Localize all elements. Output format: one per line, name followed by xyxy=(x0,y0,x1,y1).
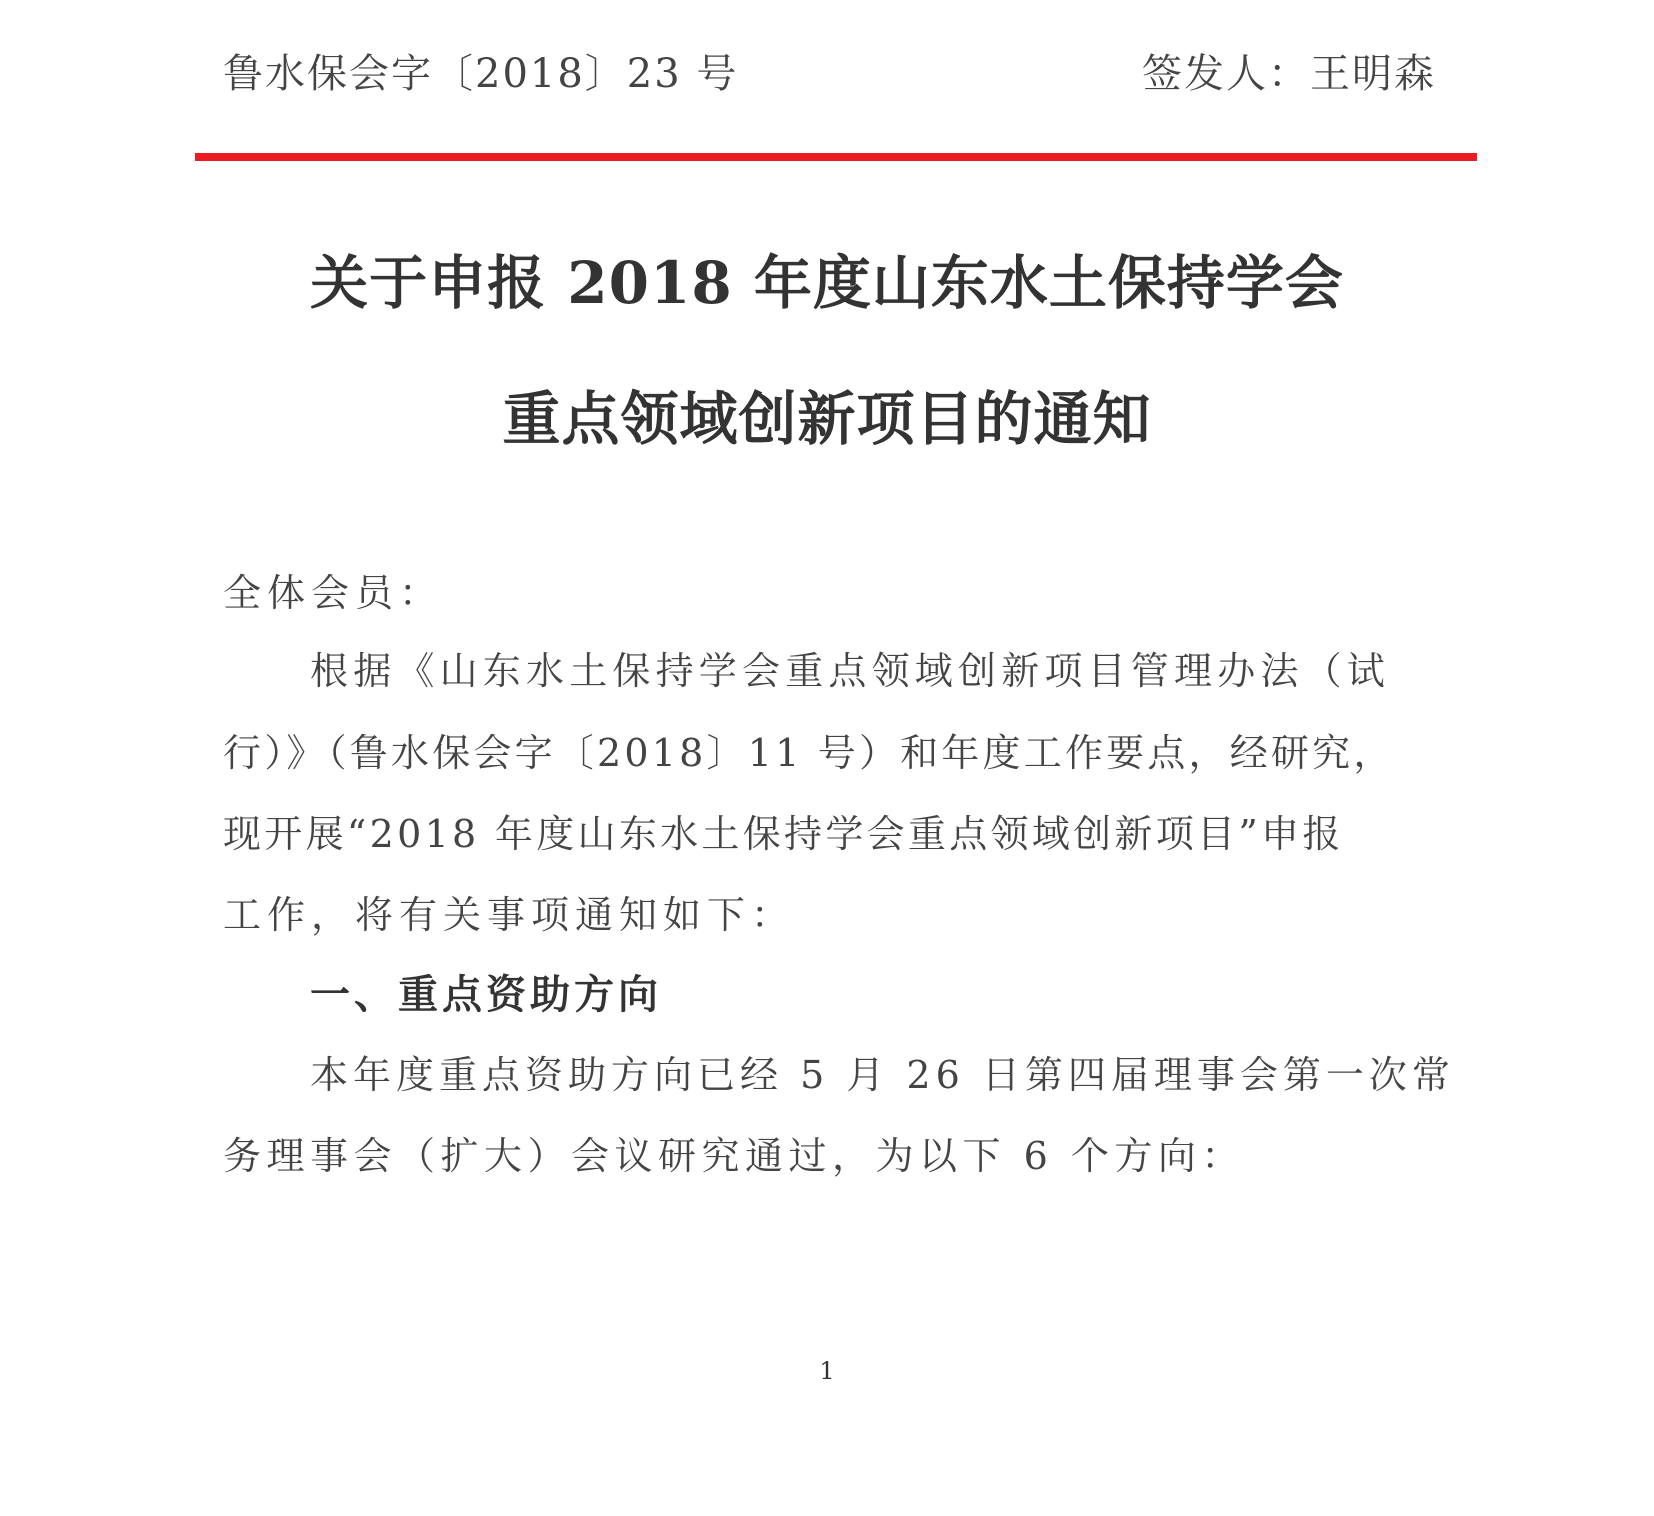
document-number: 鲁水保会字〔2018〕23 号 xyxy=(223,51,739,97)
salutation: 全体会员： xyxy=(223,571,444,615)
title-line-1: 关于申报 2018 年度山东水土保持学会 xyxy=(310,249,1344,317)
paragraph1-line-2: 行）》（鲁水保会字〔2018〕11 号）和年度工作要点，经研究， xyxy=(223,731,1395,775)
page-number: 1 xyxy=(819,1357,835,1385)
paragraph2-line-1: 本年度重点资助方向已经 5 月 26 日第四届理事会第一次常 xyxy=(310,1053,1455,1097)
title-line-2: 重点领域创新项目的通知 xyxy=(502,385,1152,453)
section-heading-1: 一、重点资助方向 xyxy=(310,971,662,1018)
signer: 签发人：王明森 xyxy=(1142,51,1436,97)
paragraph1-line-1: 根据《山东水土保持学会重点领域创新项目管理办法（试 xyxy=(310,649,1391,693)
paragraph2-line-2: 务理事会（扩大）会议研究通过，为以下 6 个方向： xyxy=(223,1134,1245,1178)
paragraph1-line-3: 现开展“2018 年度山东水土保持学会重点领域创新项目”申报 xyxy=(223,812,1344,856)
paragraph1-line-4: 工作，将有关事项通知如下： xyxy=(223,893,796,937)
red-header-rule xyxy=(195,153,1477,161)
